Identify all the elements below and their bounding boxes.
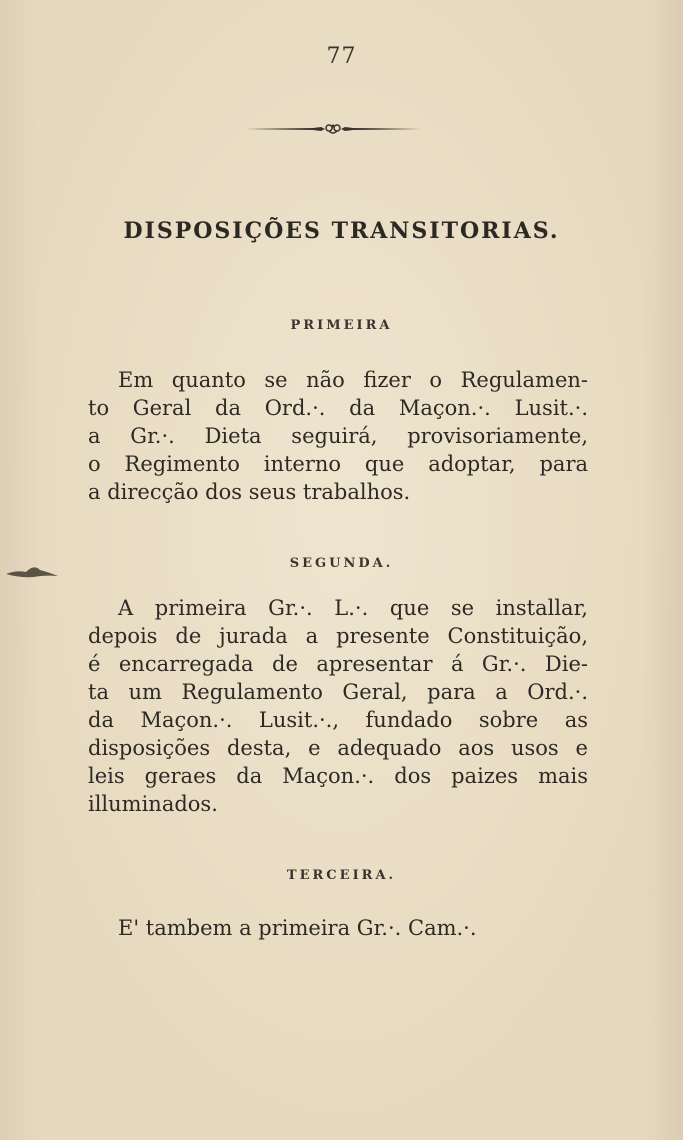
- text-line: illuminados.: [88, 792, 218, 816]
- text-line: A primeira Gr.·. L.·. que se installar,: [118, 596, 588, 620]
- text-line: da Maçon.·. Lusit.·., fundado sobre as: [88, 708, 588, 732]
- page-number: 77: [326, 44, 357, 69]
- section-title-primeira: PRIMEIRA: [290, 318, 393, 333]
- text-line: Em quanto se não fizer o Regulamen-: [118, 368, 588, 392]
- section-title-segunda: SEGUNDA.: [289, 556, 394, 571]
- text-line: o Regimento interno que adoptar, para: [88, 452, 588, 476]
- text-line: disposições desta, e adequado aos usos e: [88, 736, 588, 760]
- text-line: é encarregada de apresentar á Gr.·. Die-: [88, 652, 588, 676]
- text-line: to Geral da Ord.·. da Maçon.·. Lusit.·.: [88, 396, 588, 420]
- text-line: a Gr.·. Dieta seguirá, provisoriamente,: [88, 424, 588, 448]
- section-title-terceira: TERCEIRA.: [286, 868, 397, 883]
- paragraph-primeira: [88, 366, 588, 506]
- text-line: E' tambem a primeira Gr.·. Cam.·.: [118, 916, 477, 940]
- text-line: depois de jurada a presente Constituição,: [88, 624, 588, 648]
- paragraph-segunda: [88, 594, 588, 818]
- text-line: ta um Regulamento Geral, para a Ord.·.: [88, 680, 588, 704]
- ornament-divider-icon: [243, 122, 423, 136]
- text-line: a direcção dos seus trabalhos.: [88, 480, 411, 504]
- paragraph-terceira: [88, 914, 588, 942]
- chapter-heading: DISPOSIÇÕES TRANSITORIAS.: [123, 218, 560, 244]
- text-line: leis geraes da Maçon.·. dos paizes mais: [88, 764, 588, 788]
